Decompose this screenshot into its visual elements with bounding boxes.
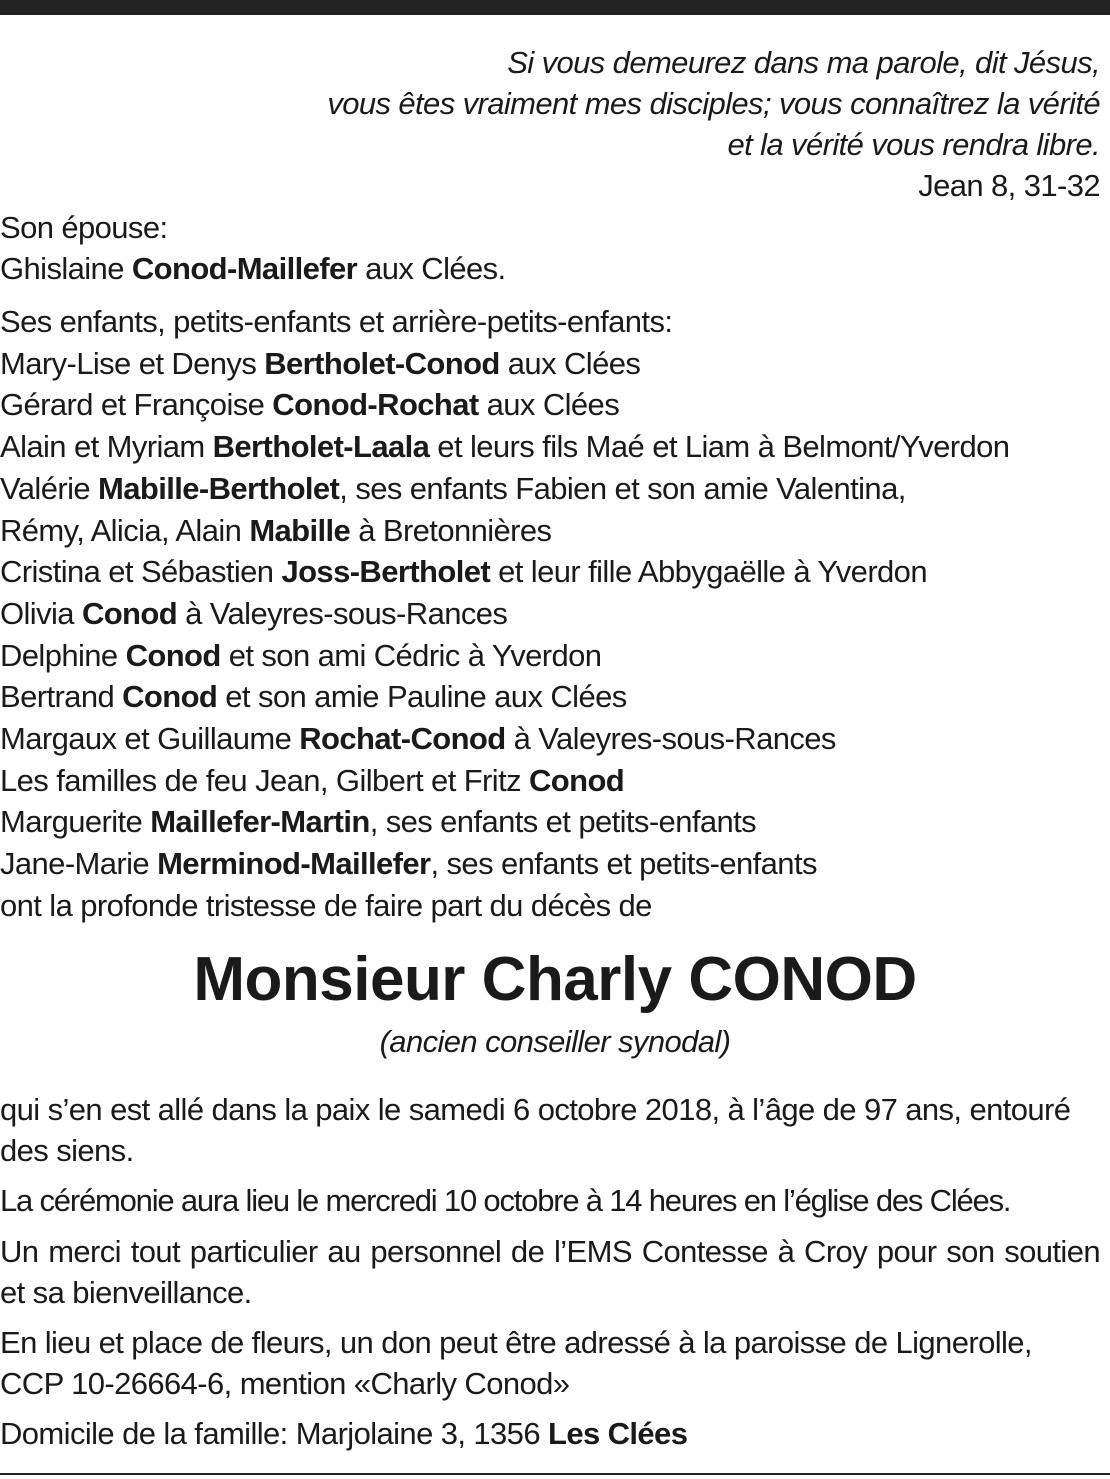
family-entry [0, 718, 1108, 760]
spouse-section [0, 207, 1108, 289]
entry-text: Cristina et Sébastien [0, 554, 282, 590]
spouse-suffix: aux Clées. [357, 251, 506, 286]
domicile-paragraph [0, 1413, 1100, 1454]
entry-text: , ses enfants Fabien et son amie Valentina, [339, 470, 906, 506]
ceremony-paragraph: La cérémonie aura lieu le mercredi 10 octobre à 14 heures en l’église des Clées. [0, 1183, 1011, 1218]
entry-surname: Conod-Rochat [272, 387, 479, 423]
entry-surname: Conod [125, 637, 221, 673]
entry-text: et son amie Pauline aux Clées [217, 679, 627, 715]
entry-surname: Mabille [249, 512, 351, 548]
spouse-surname: Conod-Maillefer [131, 251, 358, 286]
entry-surname: Rochat-Conod [299, 721, 506, 757]
entry-text: Gérard et Françoise [0, 387, 273, 423]
family-section [0, 301, 1108, 927]
quote-reference: Jean 8, 31-32 [918, 168, 1100, 203]
entry-text: à Valeyres-sous-Rances [177, 595, 508, 631]
entry-text: Mary-Lise et Denys [0, 345, 265, 381]
quote-line: Si vous demeurez dans ma parole, dit Jésus, [507, 45, 1100, 80]
entry-text: Olivia [0, 595, 82, 631]
spouse-first-name: Ghislaine [0, 251, 124, 286]
family-entry [0, 510, 1108, 552]
family-entry [0, 843, 1108, 885]
entry-surname: Conod [122, 679, 218, 715]
entry-surname: Bertholet-Conod [264, 345, 500, 381]
family-entry [0, 635, 1108, 677]
entry-text: et leur fille Abbygaëlle à Yverdon [490, 554, 927, 590]
deceased-title: (ancien conseiller synodal) [379, 1024, 731, 1059]
family-entry [0, 468, 1108, 510]
entry-surname: Joss-Bertholet [281, 554, 491, 590]
family-entry [0, 551, 1108, 593]
spouse-line [0, 248, 1108, 289]
entry-text: Marguerite [0, 804, 151, 840]
quote-line: vous êtes vraiment mes disciples; vous connaîtrez la vérité [327, 86, 1100, 121]
entry-text: aux Clées [478, 387, 620, 423]
family-entry [0, 676, 1108, 718]
thanks-paragraph: Un merci tout particulier au personnel de l’EMS Contesse à Croy pour son soutien et sa bienveillance. [0, 1234, 1100, 1310]
entry-surname: Bertholet-Laala [212, 429, 430, 465]
entry-text: à Valeyres-sous-Rances [505, 721, 836, 757]
bottom-rule [0, 1473, 1110, 1475]
family-entry [0, 760, 1108, 802]
entry-surname: Merminod-Maillefer [157, 846, 431, 882]
entry-surname: Conod [81, 595, 178, 631]
entry-text: et son ami Cédric à Yverdon [220, 637, 602, 673]
family-entry [0, 593, 1108, 635]
entry-text: Alain et Myriam [0, 429, 213, 465]
family-closing: ont la profonde tristesse de faire part du décès de [0, 887, 652, 923]
family-heading: Ses enfants, petits-enfants et arrière-petits-enfants: [0, 304, 673, 339]
entry-surname: Conod [529, 762, 625, 798]
entry-text: Bertrand [0, 679, 123, 715]
entry-text: Margaux et Guillaume [0, 721, 300, 757]
donation-paragraph: En lieu et place de fleurs, un don peut être adressé à la paroisse de Lignerolle, CCP 10-26664-6, mention «Charly Conod» [0, 1325, 1032, 1401]
quote-line: et la vérité vous rendra libre. [727, 127, 1100, 162]
entry-text: aux Clées [499, 345, 641, 381]
entry-text: et leurs fils Maé et Liam à Belmont/Yverdon [429, 429, 1010, 465]
domicile-text: Domicile de la famille: Marjolaine 3, 1356 [0, 1416, 548, 1451]
deceased-name: Monsieur Charly CONOD [193, 945, 917, 1014]
entry-text: Les familles de feu Jean, Gilbert et Fritz [0, 762, 529, 798]
entry-text: à Bretonnières [350, 512, 552, 548]
spouse-heading: Son épouse: [0, 210, 168, 245]
entry-text: Valérie [0, 470, 99, 506]
bible-quote [100, 42, 1100, 206]
top-rule [0, 0, 1110, 15]
family-entry [0, 801, 1108, 843]
family-entry [0, 384, 1108, 426]
entry-surname: Mabille-Bertholet [98, 470, 340, 506]
entry-text: Jane-Marie [0, 846, 158, 882]
entry-text: Delphine [0, 637, 126, 673]
entry-text: Rémy, Alicia, Alain [0, 512, 250, 548]
entry-text: , ses enfants et petits-enfants [369, 804, 757, 840]
family-entry [0, 426, 1108, 468]
domicile-town: Les Clées [547, 1416, 688, 1451]
family-entry [0, 343, 1108, 385]
entry-text: , ses enfants et petits-enfants [430, 846, 817, 882]
entry-surname: Maillefer-Martin [150, 804, 370, 840]
passing-paragraph: qui s’en est allé dans la paix le samedi 6 octobre 2018, à l’âge de 97 ans, entouré des siens. [0, 1092, 1071, 1168]
